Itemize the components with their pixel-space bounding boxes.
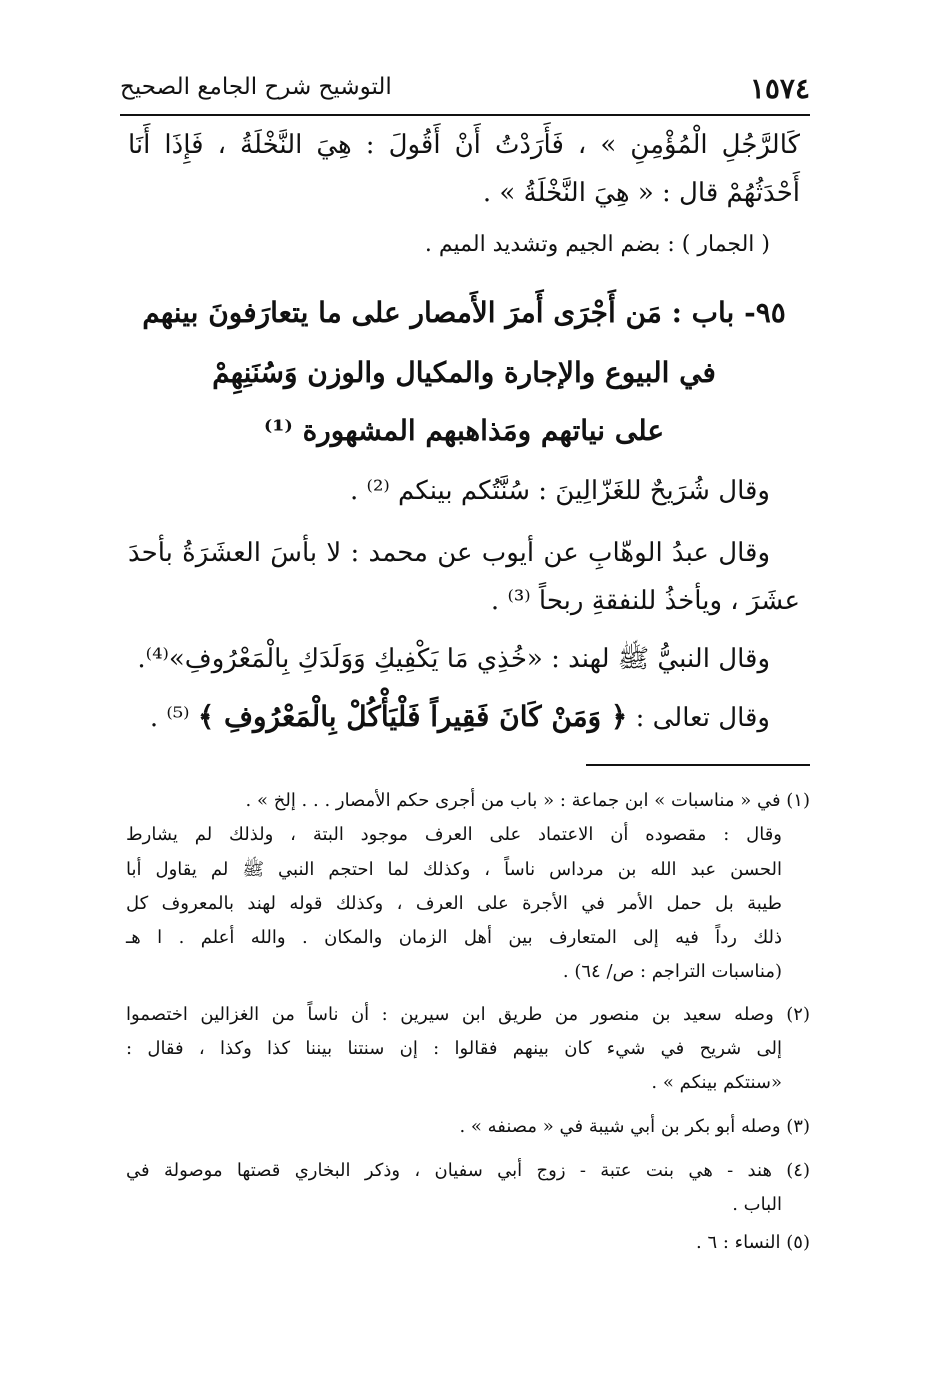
footnote-2-line-1: (٢) وصله سعيد بن منصور من طريق ابن سيرين : أن ناساً من الغزالين اختصموا — [126, 1004, 810, 1025]
body-line-7: وقال النبيُّ ﷺ لهند : «خُذِي مَا يَكْفِيكِ وَوَلَدَكِ بِالْمَعْرُوفِ»⁽⁴⁾. — [137, 644, 770, 674]
body-line-4: وقال شُرَيحٌ للغَزّالِينَ : سُنَّتُكم بينكم ⁽²⁾ . — [350, 476, 770, 506]
footnote-1-line-6: (مناسبات التراجم : ص/ ٦٤) . — [562, 961, 782, 982]
definition-line: ( الجمار ) : بضم الجيم وتشديد الميم . — [424, 232, 770, 257]
quran-intro: وقال تعالى : — [627, 703, 770, 733]
footnote-1-line-3: الحسن عبد الله بن مرداس ناساً ، وكذلك لما احتجم النبي ﷺ لم يقاول أبا — [126, 859, 782, 880]
quran-footnote-ref: ⁽⁵⁾ . — [149, 703, 198, 733]
footnote-1-line-4: طيبة بل حمل الأمر في الأجرة على العرف ، وكذلك قوله لهند بالمعروف كل — [126, 893, 782, 914]
running-title: التوشيح شرح الجامع الصحيح — [120, 74, 392, 100]
page-header — [120, 66, 810, 110]
footnote-5-line-1: (٥) النساء : ٦ . — [695, 1232, 810, 1253]
footnote-1-line-5: ذلك رداً فيه إلى المتعارف بين أهل الزمان والمكان . والله أعلم . ا هـ — [126, 927, 782, 948]
header-divider — [120, 114, 810, 116]
body-line-8 — [150, 700, 770, 734]
footnote-2-line-3: «سنتكم بينكم » . — [651, 1072, 782, 1093]
footnote-1-line-2: وقال : مقصوده أن الاعتماد على العرف موجود البتة ، ولذلك لم يشارط — [126, 824, 782, 845]
quran-verse: ﴿ وَمَنْ كَانَ فَقِيراً فَلْيَأْكُلْ بِالْمَعْرُوفِ ﴾ — [197, 700, 628, 733]
footnote-divider — [586, 764, 810, 766]
chapter-heading-line-3: على نياتهم ومَذاهبهم المشهورة ⁽¹⁾ — [263, 414, 665, 447]
footnote-3-line-1: (٣) وصله أبو بكر بن أبي شيبة في « مصنفه » . — [459, 1116, 810, 1137]
footnote-2-line-2: إلى شريح في شيء كان بينهم فقالوا : إن سنتنا بيننا كذا وكذا ، فقال : — [126, 1038, 782, 1059]
body-line-5: وقال عبدُ الوهّابِ عن أيوب عن محمد : لا بأسَ العشَرَةُ بأحدَ — [128, 538, 770, 568]
footnote-4-line-2: الباب . — [732, 1194, 782, 1215]
body-line-6: عشَرَ ، ويأخذُ للنفقةِ ربحاً ⁽³⁾ . — [490, 586, 800, 616]
chapter-heading-line-2: في البيوع والإجارة والمكيال والوزن وَسُنَنِهِمْ — [212, 356, 716, 389]
page-number: ١٥٧٤ — [749, 72, 810, 105]
chapter-heading-line-1: ٩٥- باب : مَن أَجْرَى أَمرَ الأَمصار على ما يتعارَفونَ بينهم — [142, 296, 786, 329]
footnote-1-line-1: (١) في « مناسبات » ابن جماعة : « باب من أجرى حكم الأمصار . . . إلخ » . — [245, 790, 810, 811]
footnote-4-line-1: (٤) هند - هي بنت عتبة - زوج أبي سفيان ، وذكر البخاري قصتها موصولة في — [126, 1160, 810, 1181]
body-line-2: أَحْدَثُهُمْ قال : « هِيَ النَّخْلَةُ » . — [482, 178, 800, 208]
body-line-1: كَالرَّجُلِ الْمُؤْمِنِ » ، فَأَرَدْتُ أَنْ أَقُولَ : هِيَ النَّخْلَةُ ، فَإِذَا أَنَا — [128, 130, 800, 160]
